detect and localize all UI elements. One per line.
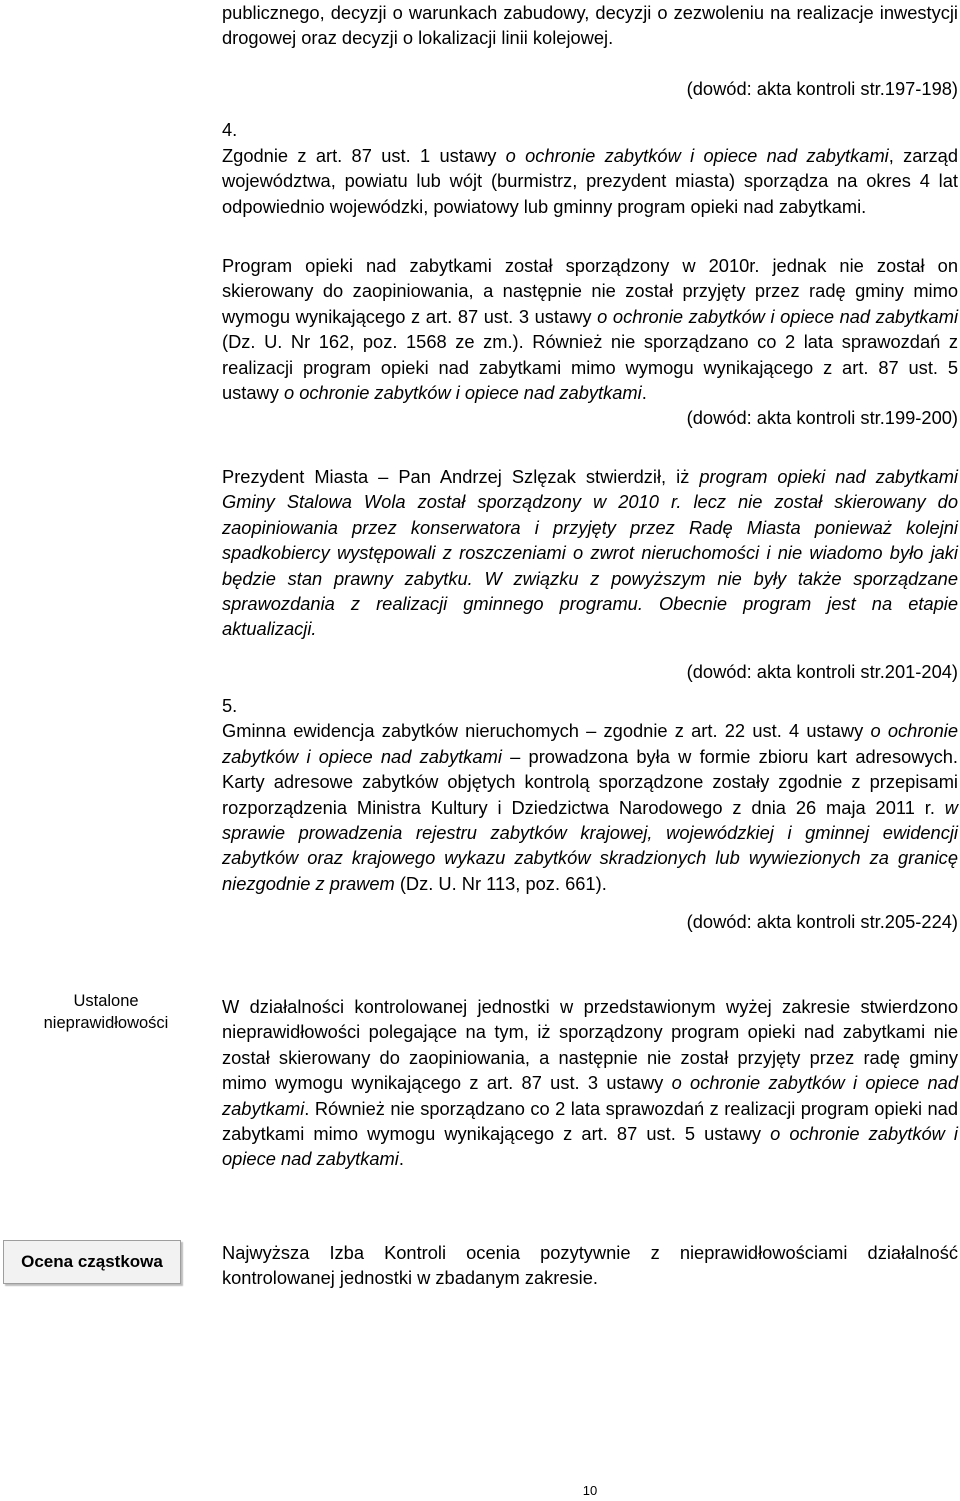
section-4-paragraph-1: Zgodnie z art. 87 ust. 1 ustawy o ochronie zabytków i opiece nad zabytkami, zarząd województwa, powiatu lub wójt (burmistrz, prezydent miasta) sporządza na okres 4 lat odpowiednio wojewódzki, powiatowy lub gminny program opieki nad zabytkami. bbox=[222, 145, 958, 217]
irregularities-paragraph: W działalności kontrolowanej jednostki w przedstawionym wyżej zakresie stwierdzono nieprawidłowości polegające na tym, iż sporządzony program opieki nad zabytkami nie został skierowany do zaopiniowania, a następnie nie został przyjęty przez radę gminy mimo wymogu wynikającego z art. 87 ust. 3 ustawy o ochronie zabytków i opiece nad zabytkami. Również nie sporządzano co 2 lata sprawozdań z realizacji program opieki nad zabytkami mimo wymogu wynikającego z art. 87 ust. 5 ustawy o ochronie zabytków i opiece nad zabytkami. bbox=[222, 996, 959, 1170]
top-paragraph: publicznego, decyzji o warunkach zabudowy, decyzji o zezwoleniu na realizacje inwestycji drogowej oraz decyzji o lokalizacji linii kolejowej. bbox=[222, 2, 958, 49]
section-4-paragraph-3: Prezydent Miasta – Pan Andrzej Szlęzak stwierdził, iż program opieki nad zabytkami Gminy Stalowa Wola został sporządzony w 2010 r. lecz nie został skierowany do zaopiniowania przez konserwatora i przyjęty przez Radę Miasta ponieważ kolejni spadkobiercy występowali z roszczeniami o zwrot nieruchomości i nie wiadomo było jaki będzie stan prawny zabytku. W związku z powyższym nie były także sporządzane sprawozdania z realizacji gminnego programu. Obecnie program jest na etapie aktualizacji. (dowód: akta kontroli str.201-204) bbox=[222, 464, 958, 684]
section-5-number: 5. bbox=[222, 695, 238, 716]
evidence-201-204: (dowód: akta kontroli str.201-204) bbox=[686, 660, 958, 682]
evidence-199-200: (dowód: akta kontroli str.199-200) bbox=[686, 407, 958, 429]
section-5 bbox=[222, 693, 958, 935]
evidence-205-224: (dowód: akta kontroli str.205-224) bbox=[686, 911, 958, 933]
assessment-badge: Ocena cząstkowa bbox=[3, 1240, 181, 1284]
section-4 bbox=[222, 117, 958, 142]
page-number: 10 bbox=[582, 1483, 598, 1498]
irregularities-label: Ustalone nieprawidłowości bbox=[43, 992, 169, 1032]
section-5-paragraph: Gminna ewidencja zabytków nieruchomych – zgodnie z art. 22 ust. 4 ustawy o ochronie zabytków i opiece nad zabytkami – prowadzona była w formie zbioru kart adresowych. Karty adresowe zabytków objętych kontrolą sporządzone zostały zgodnie z przepisami rozporządzenia Ministra Kultury i Dziedzictwa Narodowego z dnia 26 maja 2011 r. w sprawie prowadzenia rejestru zabytków krajowej, wojewódzkiej i gminnej ewidencji zabytków oraz krajowego wykazu zabytków skradzionych lub wywiezionych za granicę niezgodnie z prawem (Dz. U. Nr 113, poz. 661). bbox=[222, 720, 958, 894]
section-4-paragraph-2: Program opieki nad zabytkami został sporządzony w 2010r. jednak nie został on skierowany do zaopiniowania, a następnie nie został przyjęty przez radę gminy mimo wymogu wynikającego z art. 87 ust. 3 ustawy o ochronie zabytków i opiece nad zabytkami (Dz. U. Nr 162, poz. 1568 ze zm.). Również nie sporządzano co 2 lata sprawozdań z realizacji program opieki nad zabytkami mimo wymogu wynikającego z art. 87 ust. 5 ustawy o ochronie zabytków i opiece nad zabytkami. (dowód: akta kontroli str.199-200) bbox=[222, 253, 958, 431]
top-block bbox=[222, 0, 958, 101]
evidence-197-198: (dowód: akta kontroli str.197-198) bbox=[686, 77, 958, 99]
section-4-number: 4. bbox=[222, 119, 238, 140]
assessment-text: Najwyższa Izba Kontroli ocenia pozytywnie z nieprawidłowościami działalność kontrolowanej jednostki w zbadanym zakresie. bbox=[222, 1242, 958, 1289]
